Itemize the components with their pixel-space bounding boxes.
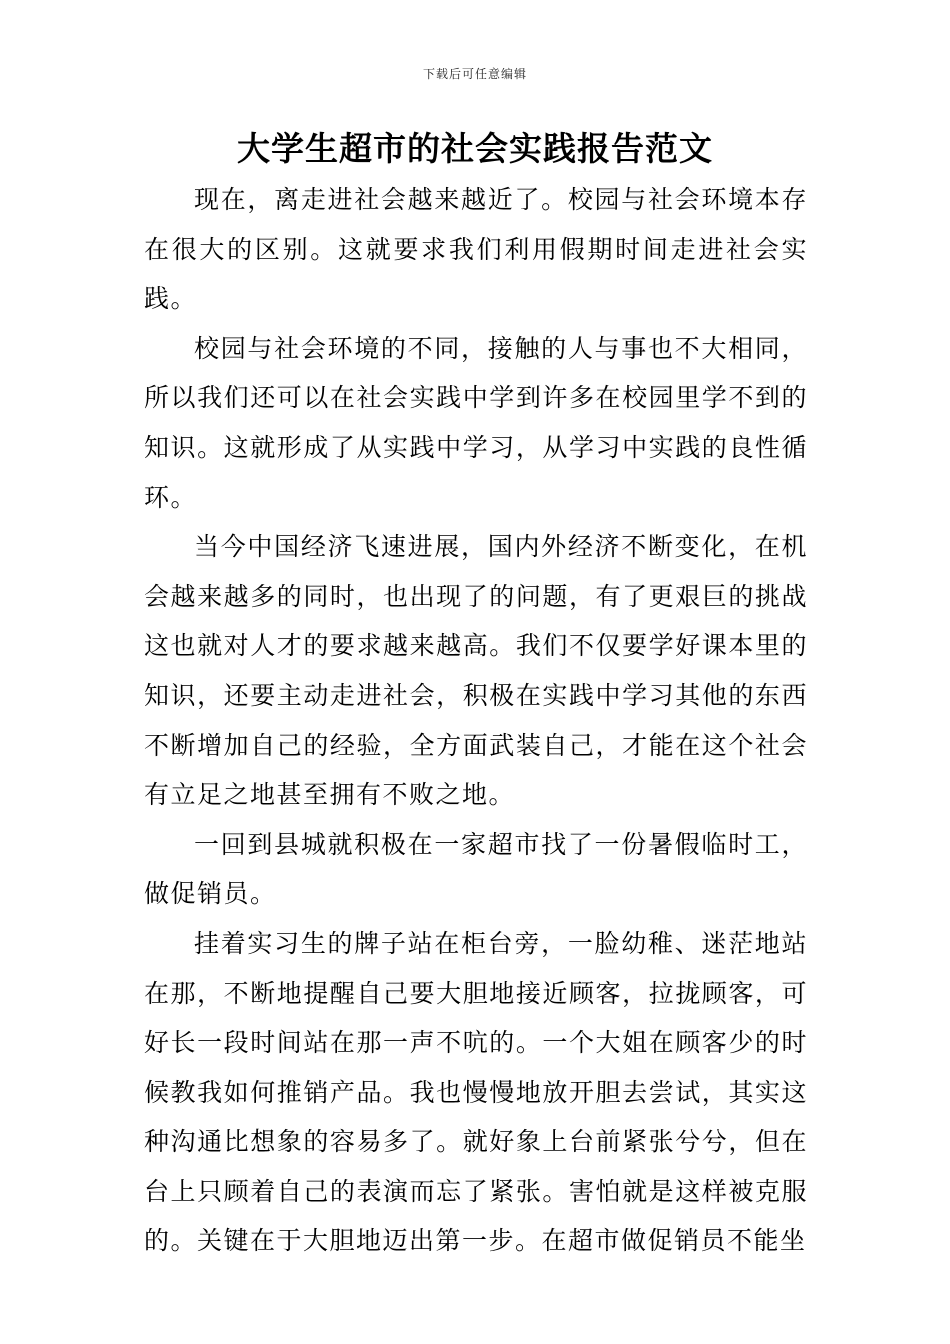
paragraph: 校园与社会环境的不同，接触的人与事也不大相同，所以我们还可以在社会实践中学到许多在校园里学不到的知识。这就形成了从实践中学习，从学习中实践的良性循环。 <box>144 333 808 512</box>
paragraph: 当今中国经济飞速进展，国内外经济不断变化，在机会越来越多的同时，也出现了的问题，有了更艰巨的挑战这也就对人才的要求越来越高。我们不仅要学好课本里的知识，还要主动走进社会，积极在实践中学习其他的东西不断增加自己的经验，全方面武装自己，才能在这个社会有立足之地甚至拥有不败之地。 <box>144 532 808 810</box>
paragraph: 一回到县城就积极在一家超市找了一份暑假临时工，做促销员。 <box>144 829 808 909</box>
header-note: 下载后可任意编辑 <box>422 67 527 81</box>
paragraph: 现在，离走进社会越来越近了。校园与社会环境本存在很大的区别。这就要求我们利用假期时间走进社会实践。 <box>144 185 808 314</box>
paragraph: 挂着实习生的牌子站在柜台旁，一脸幼稚、迷茫地站在那，不断地提醒自己要大胆地接近顾客，拉拢顾客，可好长一段时间站在那一声不吭的。一个大姐在顾客少的时候教我如何推销产品。我也慢慢地放开胆去尝试，其实这种沟通比想象的容易多了。就好象上台前紧张兮兮，但在台上只顾着自己的表演而忘了紧张。害怕就是这样被克服的。关键在于大胆地迈出第一步。在超市做促销员不能坐 <box>144 928 808 1256</box>
document-body <box>144 175 808 1266</box>
document-title: 大学生超市的社会实践报告范文 <box>237 129 713 168</box>
